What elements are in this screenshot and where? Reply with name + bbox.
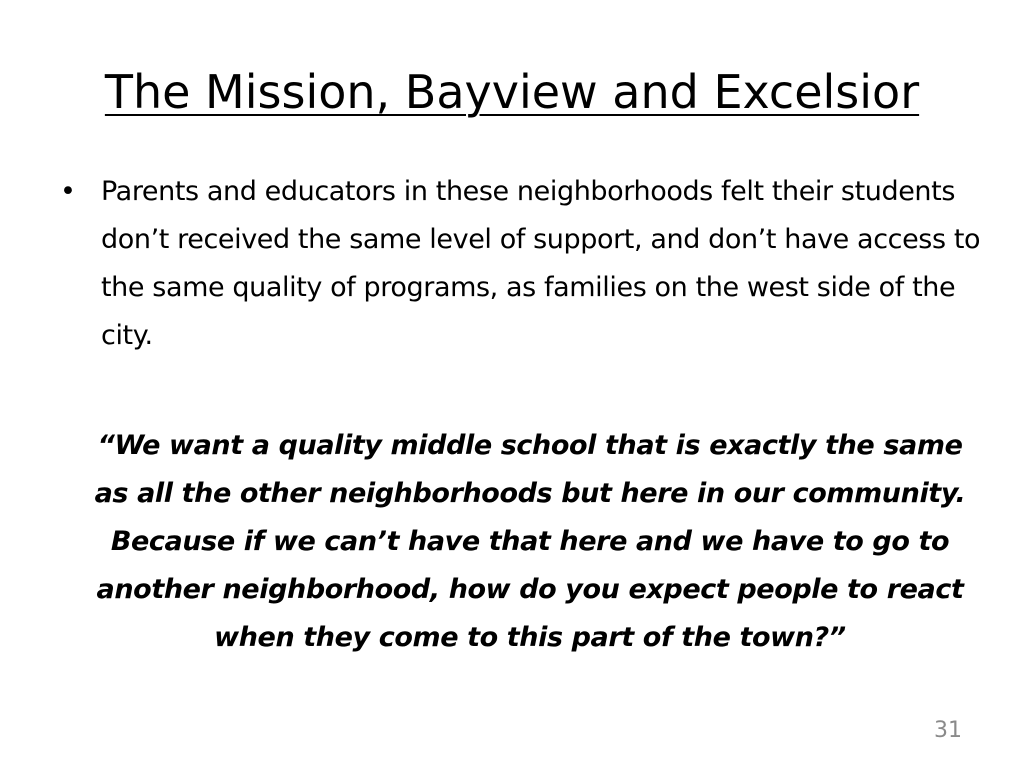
bullet-dot-icon: • xyxy=(60,176,76,207)
slide-title xyxy=(40,62,984,122)
bullet-item xyxy=(56,168,986,360)
quote-text: “We want a quality middle school that is exactly the same as all the other neighborhoods but here in our community. Because if we can’t have that here and we have to go to another neighborhood, how do you expect people to react when they come to this part of the town?” xyxy=(94,430,966,653)
page-number: 31 xyxy=(934,718,962,743)
bullet-list xyxy=(56,168,986,360)
slide-title-text: The Mission, Bayview and Excelsior xyxy=(104,65,920,119)
bullet-text: Parents and educators in these neighborhoods felt their students don’t received the same level of support, and don’t have access to the same quality of programs, as families on the west side of the city. xyxy=(101,176,981,351)
